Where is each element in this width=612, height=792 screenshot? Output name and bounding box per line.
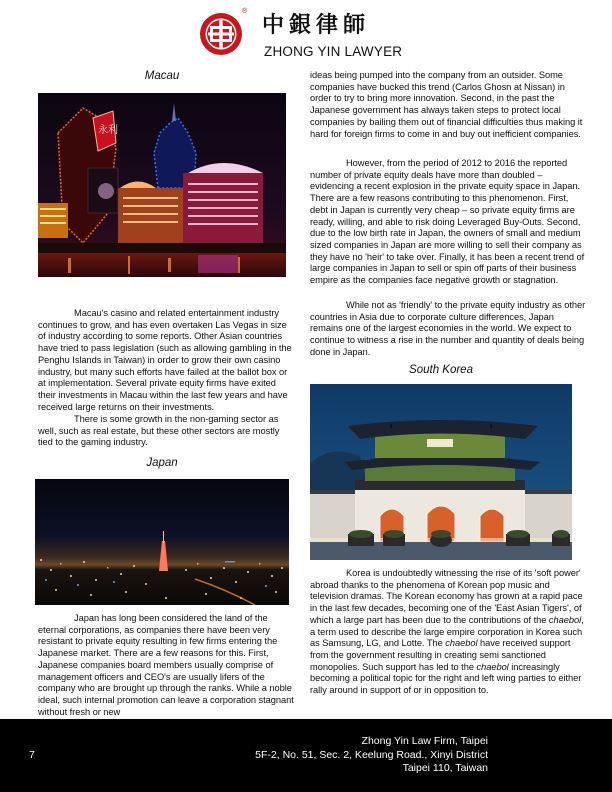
macau-casino-image (38, 93, 286, 277)
logo-english-text: ZHONG YIN LAWYER (264, 44, 403, 59)
paragraph-text: However, from the period of 2012 to 2016 the reported number of private equity deals have more than doubled – evidencing a recent explosion in the private equity space in Japan. There are a few reasons contributing to this phenomenon. First, debt in Japan is currently very cheap – so private equity firms are ready, willing, and able to risk doing Leveraged Buy-Outs. Second, due to the low birth rate in Japan, the owners of small and medium sized companies in Japan are more willing to sell their company as they have no 'heir' to take over. Finally, it has been a recent trend of large companies in Japan to sell or spin off parts of their business empire as the companies face negative growth or stagnation. (310, 158, 585, 286)
south-korea-photo (310, 384, 572, 560)
macau-photo (38, 93, 286, 277)
japan-paragraph-3 (310, 158, 586, 287)
logo-chinese-text: 中銀律師 (262, 13, 371, 38)
page-footer (0, 719, 612, 792)
chaebol-term: chaebol (476, 661, 509, 672)
paragraph-text: have received support from the government resulting in creating semi sanctioned monopolies. Such support has led to the (310, 638, 571, 672)
south-korea-paragraph-1 (310, 568, 586, 697)
registered-mark: ® (242, 8, 248, 15)
firm-address (255, 735, 488, 776)
paragraph-text: ideas being pumped into the company from an outsider. Some companies have bucked this trend (Carlos Ghosn at Nissan) in order to try to bring more innovation. Second, in the past the Japanese government has always taken steps to protect local companies by bailing them out of financial difficulties thus making it hard for foreign firms to come in and buy out inefficient companies. (310, 70, 583, 139)
section-heading-south-korea: South Korea (409, 364, 473, 376)
japan-photo (35, 479, 289, 605)
paragraph-text: While not as 'friendly' to the private equity industry as other countries in Asia due to corporate culture differences, Japan remains one of the largest economies in the world. We expect to continue to witness a rise in the number and quantity of deals being done in Japan. (310, 300, 586, 357)
macau-paragraph-2 (38, 414, 296, 449)
section-heading-macau: Macau (144, 70, 180, 82)
page-number: 7 (29, 749, 35, 761)
chaebol-term: chaebol (548, 614, 582, 625)
gwanghwamun-gate-image (310, 384, 572, 560)
address-line-firm: Zhong Yin Law Firm, Taipei (361, 735, 488, 747)
paragraph-text: increasingly becoming a political topic for the right and left wing parties to either rally around in support of or in opposition to. (310, 661, 582, 696)
paragraph-text: , a term used to describe the large empire corporation in Korea such as Samsung, LG, and Lotte. The (310, 614, 584, 649)
zhong-yin-logo-icon (199, 12, 243, 56)
address-line-street: 5F-2, No. 51, Sec. 2, Keelung Road., Xinyi District (255, 748, 488, 761)
paragraph-text: Macau's casino and related entertainment industry continues to grow, and has even overtaken Las Vegas in size of industry according to some reports. Other Asian countries have tried to pass legislation (such as allowing gambling in the Penghu Islands in Taiwan) in order to grow their own casino industry, but many such efforts have failed at the ballot box or at implementation. Several private equity firms have exited their investments in Macau within the last few years and have received large returns on their investments. (38, 308, 292, 412)
paragraph-text: There is some growth in the non-gaming sector as well, such as real estate, but these other sectors are mostly tied to the gaming industry. (38, 414, 280, 448)
tokyo-skyline-image (35, 479, 289, 605)
section-heading-japan: Japan (146, 457, 178, 469)
paragraph-text: Korea is undoubtedly witnessing the rise of its 'soft power' abroad thanks to the phenomena of Korean pop music and television dramas. The Korean economy has grown at a rapid pace in the last few decades, becoming one of the 'East Asian Tigers', of which a large part has been due to the contributions of the (310, 568, 583, 625)
japan-paragraph-2 (310, 70, 586, 140)
macau-paragraph-1 (38, 308, 296, 413)
page-header (0, 0, 612, 66)
paragraph-text: Japan has long been considered the land of the eternal corporations, as companies there have been very resistant to private equity resulting in few firms entering the Japanese market. There are a few reasons for this. First, Japanese companies board members usually comprise of management officers and CEO's are usually lifers of the company who are brought up through the ranks. While a noble ideal, such internal promotion can leave a corporation stagnant without fresh or new (38, 613, 294, 717)
chaebol-term: chaebol (445, 638, 478, 649)
japan-paragraph-4 (310, 300, 586, 359)
svg-text:永利: 永利 (98, 125, 118, 136)
address-line-city: Taipei 110, Taiwan (402, 762, 488, 774)
japan-paragraph-1 (38, 613, 296, 718)
